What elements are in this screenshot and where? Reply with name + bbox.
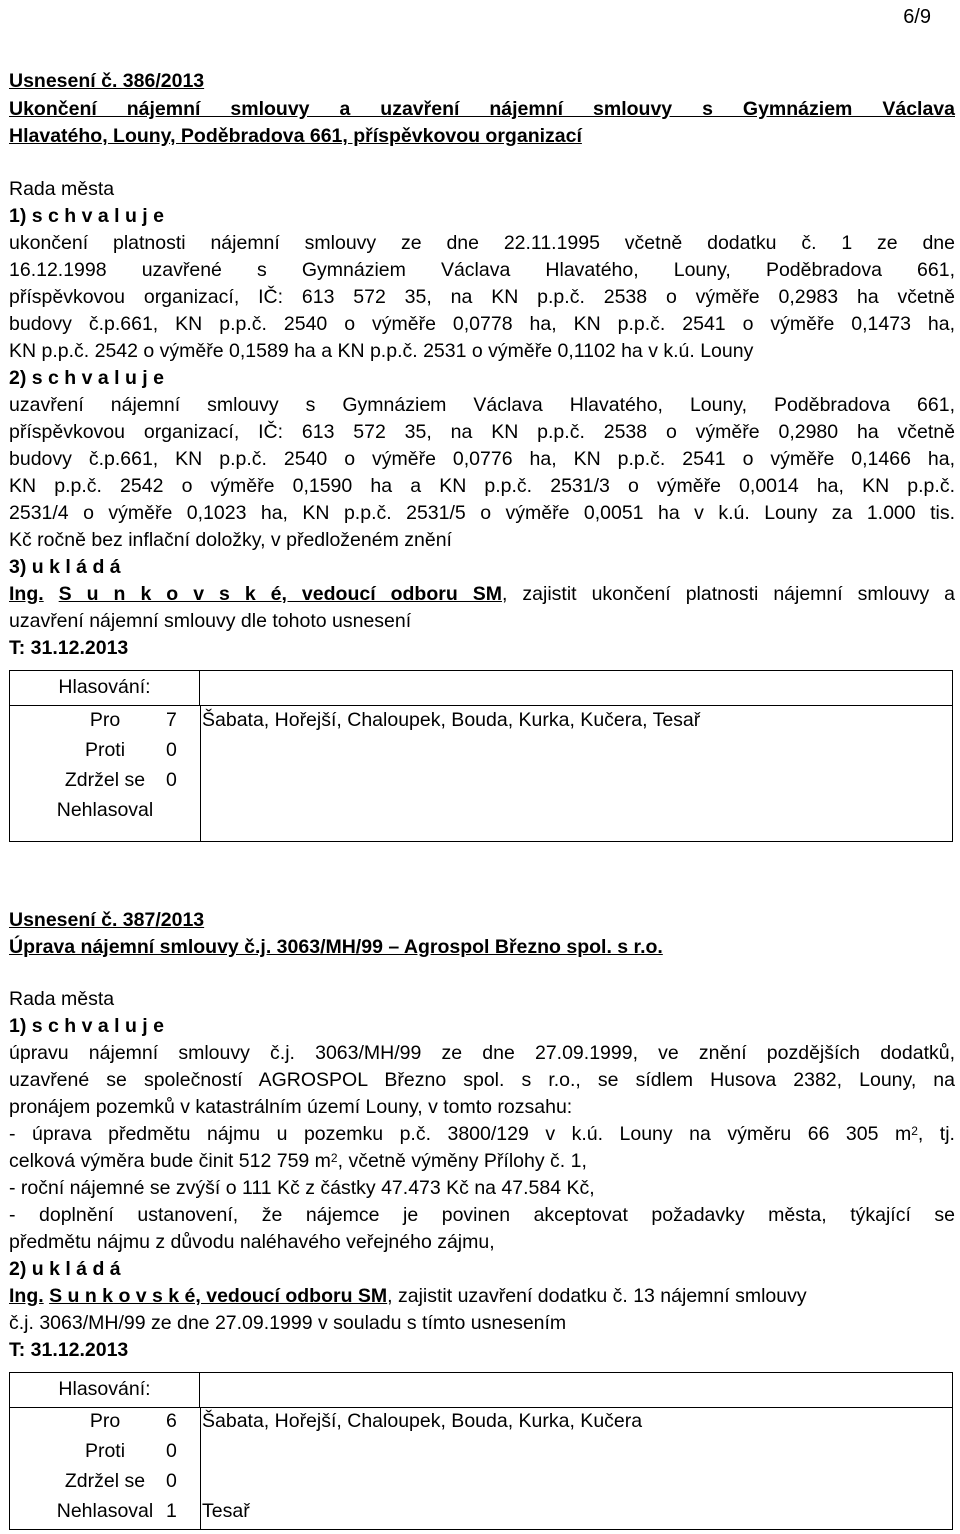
deadline: T: 31.12.2013 — [9, 1339, 129, 1361]
assign-heading: 2) u k l á d á — [9, 1258, 121, 1280]
vote-label-for: Pro — [89, 1410, 121, 1432]
assignee-name: S u n k o v s k é, vedoucí odboru SM — [58, 583, 502, 605]
vote-header: Hlasování: — [10, 671, 200, 706]
vote-count-against: 0 — [166, 739, 177, 761]
resolution-text-line: 16.12.1998 uzavřené s Gymnáziem Václava Hlavatého, Louny, Poděbradova 661, — [9, 259, 955, 281]
resolution-text-line: příspěvkovou organizací, IČ: 613 572 35, na KN p.p.č. 2538 o výměře 0,2980 ha včetně — [9, 421, 955, 443]
approve-heading-2: 2) s c h v a l u j e — [9, 367, 164, 389]
resolution-387-title: Úprava nájemní smlouvy č.j. 3063/MH/99 – Agrospol Březno spol. s r.o. — [9, 936, 663, 958]
assignee-title: Ing. — [9, 1285, 44, 1307]
vote-count-against: 0 — [166, 1440, 177, 1462]
change-item-3: - doplnění ustanovení, že nájemce je povinen akceptovat požadavky města, týkající se — [9, 1204, 955, 1226]
vote-table — [9, 670, 953, 842]
vote-names-not-voted: Tesař — [202, 1500, 250, 1522]
vote-label-not-voted: Nehlasoval — [56, 1500, 154, 1522]
resolution-386-number: Usnesení č. 386/2013 — [9, 70, 205, 92]
assign-heading: 3) u k l á d á — [9, 556, 121, 578]
change-item-1-line2: celková výměra bude činit 512 759 $m^2$, včetně výměny Přílohy č. 1, — [9, 1150, 587, 1172]
vote-label-abstain: Zdržel se — [64, 1470, 146, 1492]
change-item-3-line2: předmětu nájmu z důvodu naléhavého veřejného zájmu, — [9, 1231, 495, 1253]
assignee-title: Ing. — [9, 583, 44, 605]
assignment-line — [9, 583, 955, 605]
resolution-text-line: 2531/4 o výměře 0,1023 ha, KN p.p.č. 2531/5 o výměře 0,0051 ha v k.ú. Louny za 1.000 tis. — [9, 502, 955, 524]
vote-label-against: Proti — [84, 739, 126, 761]
change-item-2: - roční nájemné se zvýší o 111 Kč z částky 47.473 Kč na 47.584 Kč, — [9, 1177, 595, 1199]
vote-names-for: Šabata, Hořejší, Chaloupek, Bouda, Kurka, Kučera — [202, 1410, 643, 1432]
deadline: T: 31.12.2013 — [9, 637, 129, 659]
vote-table — [9, 1372, 953, 1530]
resolution-text-line: KN p.p.č. 2542 o výměře 0,1589 ha a KN p.p.č. 2531 o výměře 0,1102 ha v k.ú. Louny — [9, 340, 754, 362]
resolution-text-line: uzavření nájemní smlouvy s Gymnáziem Václava Hlavatého, Louny, Poděbradova 661, — [9, 394, 955, 416]
resolution-text-line: úpravu nájemní smlouvy č.j. 3063/MH/99 ze dne 27.09.1999, ve znění pozdějších dodatků, — [9, 1042, 955, 1064]
vote-label-against: Proti — [84, 1440, 126, 1462]
vote-count-abstain: 0 — [166, 769, 177, 791]
assignee-name: S u n k o v s k é, vedoucí odboru SM — [49, 1285, 388, 1307]
change-item-1: - úprava předmětu nájmu u pozemku p.č. 3800/129 v k.ú. Louny na výměru 66 305 $m^2$, tj. — [9, 1123, 955, 1145]
assignment-line-2: uzavření nájemní smlouvy dle tohoto usnesení — [9, 610, 412, 632]
vote-names-for: Šabata, Hořejší, Chaloupek, Bouda, Kurka, Kučera, Tesař — [202, 709, 701, 731]
vote-header: Hlasování: — [10, 1373, 200, 1408]
vote-label-not-voted: Nehlasoval — [56, 799, 154, 821]
vote-label-for: Pro — [89, 709, 121, 731]
resolution-text-line: uzavřené se společností AGROSPOL Březno spol. s r.o., se sídlem Husova 2382, Louny, na — [9, 1069, 955, 1091]
assignment-text: , zajistit ukončení platnosti nájemní smlouvy a — [502, 583, 956, 605]
resolution-text-line: KN p.p.č. 2542 o výměře 0,1590 ha a KN p.p.č. 2531/3 o výměře 0,0014 ha, KN p.p.č. — [9, 475, 955, 497]
resolution-387-number: Usnesení č. 387/2013 — [9, 909, 205, 931]
resolution-text-line: budovy č.p.661, KN p.p.č. 2540 o výměře 0,0778 ha, KN p.p.č. 2541 o výměře 0,1473 ha, — [9, 313, 955, 335]
council-label: Rada města — [9, 988, 115, 1010]
vote-count-not-voted: 1 — [166, 1500, 177, 1522]
resolution-386-title-line1: Ukončení nájemní smlouvy a uzavření nájemní smlouvy s Gymnáziem Václava — [9, 98, 955, 120]
resolution-text-line: pronájem pozemků v katastrálním území Louny, v tomto rozsahu: — [9, 1096, 573, 1118]
vote-count-for: 6 — [166, 1410, 177, 1432]
resolution-text-line: ukončení platnosti nájemní smlouvy ze dne 22.11.1995 včetně dodatku č. 1 ze dne — [9, 232, 955, 254]
vote-count-for: 7 — [166, 709, 177, 731]
page-number: 6/9 — [903, 6, 931, 28]
vote-label-abstain: Zdržel se — [64, 769, 146, 791]
assignment-line-2: č.j. 3063/MH/99 ze dne 27.09.1999 v souladu s tímto usnesením — [9, 1312, 567, 1334]
resolution-text-line: budovy č.p.661, KN p.p.č. 2540 o výměře 0,0776 ha, KN p.p.č. 2541 o výměře 0,1466 ha, — [9, 448, 955, 470]
council-label: Rada města — [9, 178, 115, 200]
approve-heading-1: 1) s c h v a l u j e — [9, 205, 164, 227]
resolution-text-line: příspěvkovou organizací, IČ: 613 572 35, na KN p.p.č. 2538 o výměře 0,2983 ha včetně — [9, 286, 955, 308]
resolution-386-title-line2: Hlavatého, Louny, Poděbradova 661, příspěvkovou organizací — [9, 125, 582, 147]
resolution-text-line: Kč ročně bez inflační doložky, v předloženém znění — [9, 529, 452, 551]
assignment-text: , zajistit uzavření dodatku č. 13 nájemní smlouvy — [387, 1285, 807, 1307]
approve-heading-1: 1) s c h v a l u j e — [9, 1015, 164, 1037]
vote-count-abstain: 0 — [166, 1470, 177, 1492]
assignment-line — [9, 1285, 955, 1307]
